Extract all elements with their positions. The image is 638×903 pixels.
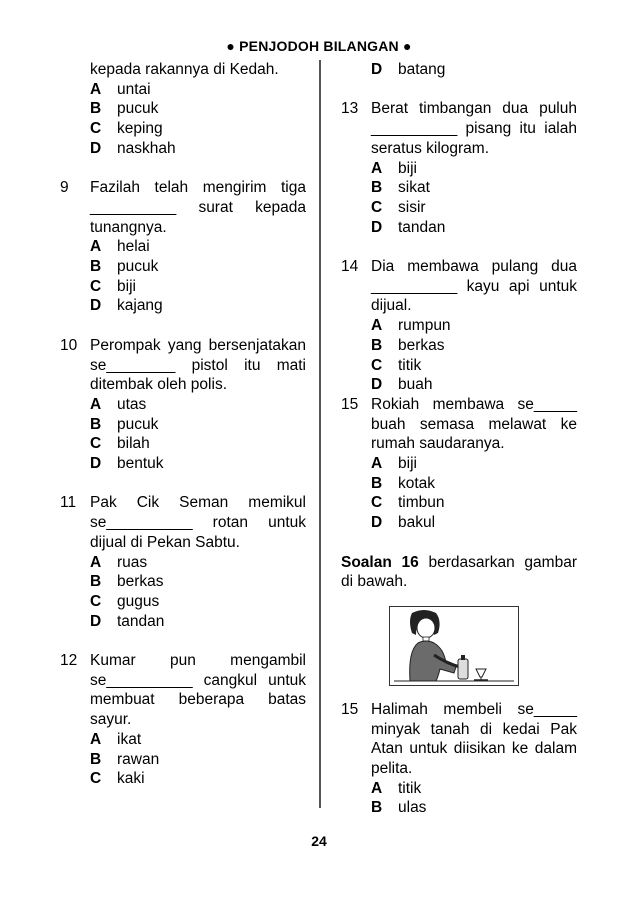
question-text: Dia membawa pulang dua __________ kayu api untuk dijual.	[371, 258, 577, 315]
option[interactable]: B ulas	[371, 799, 427, 817]
page-header: ● PENJODOH BILANGAN ●	[226, 38, 412, 54]
option[interactable]: C sisir	[371, 198, 426, 216]
option[interactable]: D bakul	[371, 514, 436, 532]
option[interactable]: B pucuk	[90, 415, 159, 433]
option[interactable]: D tandan	[371, 218, 446, 236]
question-number: 15	[341, 395, 359, 413]
question-text: Fazilah telah mengirim tiga __________ surat kepada tunangnya.	[90, 179, 306, 236]
right-column	[341, 60, 577, 818]
question-number: 12	[60, 652, 78, 670]
woman-with-lamp-illustration	[390, 607, 518, 685]
option[interactable]: B pucuk	[90, 258, 159, 276]
option[interactable]: C titik	[371, 356, 422, 374]
option[interactable]: A rumpun	[371, 317, 451, 335]
question-text: Kumar pun mengambil se__________ cangkul untuk membuat beberapa batas sayur.	[90, 652, 306, 729]
question-number: 14	[341, 258, 359, 275]
option[interactable]: D naskhah	[90, 139, 176, 157]
question-10	[60, 336, 306, 474]
option[interactable]: D batang	[371, 61, 446, 78]
option[interactable]: A titik	[371, 779, 422, 797]
option[interactable]: C keping	[90, 120, 163, 138]
question-9	[60, 178, 306, 316]
option[interactable]: A biji	[371, 455, 417, 473]
question-8-continuation	[60, 60, 306, 159]
question-text: Halimah membeli se_____ minyak tanah di kedai Pak Atan untuk diisikan ke dalam pelita.	[371, 700, 577, 778]
option[interactable]: D bentuk	[90, 455, 164, 473]
left-column	[60, 60, 306, 789]
option[interactable]: D kajang	[90, 297, 163, 315]
illustration-figure	[389, 606, 519, 686]
question-number: 9	[60, 179, 69, 197]
option[interactable]: B pucuk	[90, 100, 159, 118]
question-number: 13	[341, 100, 359, 118]
option[interactable]: B berkas	[90, 573, 164, 591]
question-text: Pak Cik Seman memikul se__________ rotan untuk dijual di Pekan Sabtu.	[90, 494, 306, 551]
option[interactable]: B sikat	[371, 179, 430, 197]
option[interactable]: A ikat	[90, 730, 142, 748]
option[interactable]: A utas	[90, 395, 147, 413]
option[interactable]: A helai	[90, 238, 150, 256]
question-14	[341, 257, 577, 395]
question-12	[60, 651, 306, 789]
option[interactable]: D buah	[371, 376, 433, 394]
page-number: 24	[311, 833, 327, 849]
option[interactable]: D tandan	[90, 612, 165, 630]
option[interactable]: C kaki	[90, 770, 145, 788]
question-number: 10	[60, 336, 78, 354]
option[interactable]: C bilah	[90, 435, 150, 453]
question-number: 15	[341, 700, 359, 718]
option[interactable]: A biji	[371, 159, 417, 177]
question-15b	[341, 700, 577, 818]
option[interactable]: B rawan	[90, 750, 160, 768]
question-text: Perompak yang bersenjatakan se________ pistol itu mati ditembak oleh polis.	[90, 336, 306, 394]
question-13	[341, 99, 577, 237]
question-15a	[341, 395, 577, 533]
question-text: Berat timbangan dua puluh __________ pisang itu ialah seratus kilogram.	[371, 100, 577, 157]
question-12-continuation	[341, 60, 577, 80]
question-text: kepada rakannya di Kedah.	[90, 61, 279, 78]
question-11	[60, 493, 306, 631]
option[interactable]: B berkas	[371, 336, 445, 354]
option[interactable]: A ruas	[90, 553, 148, 571]
option[interactable]: C timbun	[371, 494, 445, 512]
instruction-note: Soalan 16 berdasarkan gambar di bawah.	[341, 553, 577, 591]
question-number: 11	[60, 494, 77, 512]
option[interactable]: A untai	[90, 80, 151, 98]
question-text: Rokiah membawa se_____ buah semasa melawat ke rumah saudaranya.	[371, 395, 577, 453]
column-divider	[319, 60, 321, 808]
option[interactable]: B kotak	[371, 474, 436, 492]
option[interactable]: C gugus	[90, 592, 160, 610]
option[interactable]: C biji	[90, 277, 136, 295]
